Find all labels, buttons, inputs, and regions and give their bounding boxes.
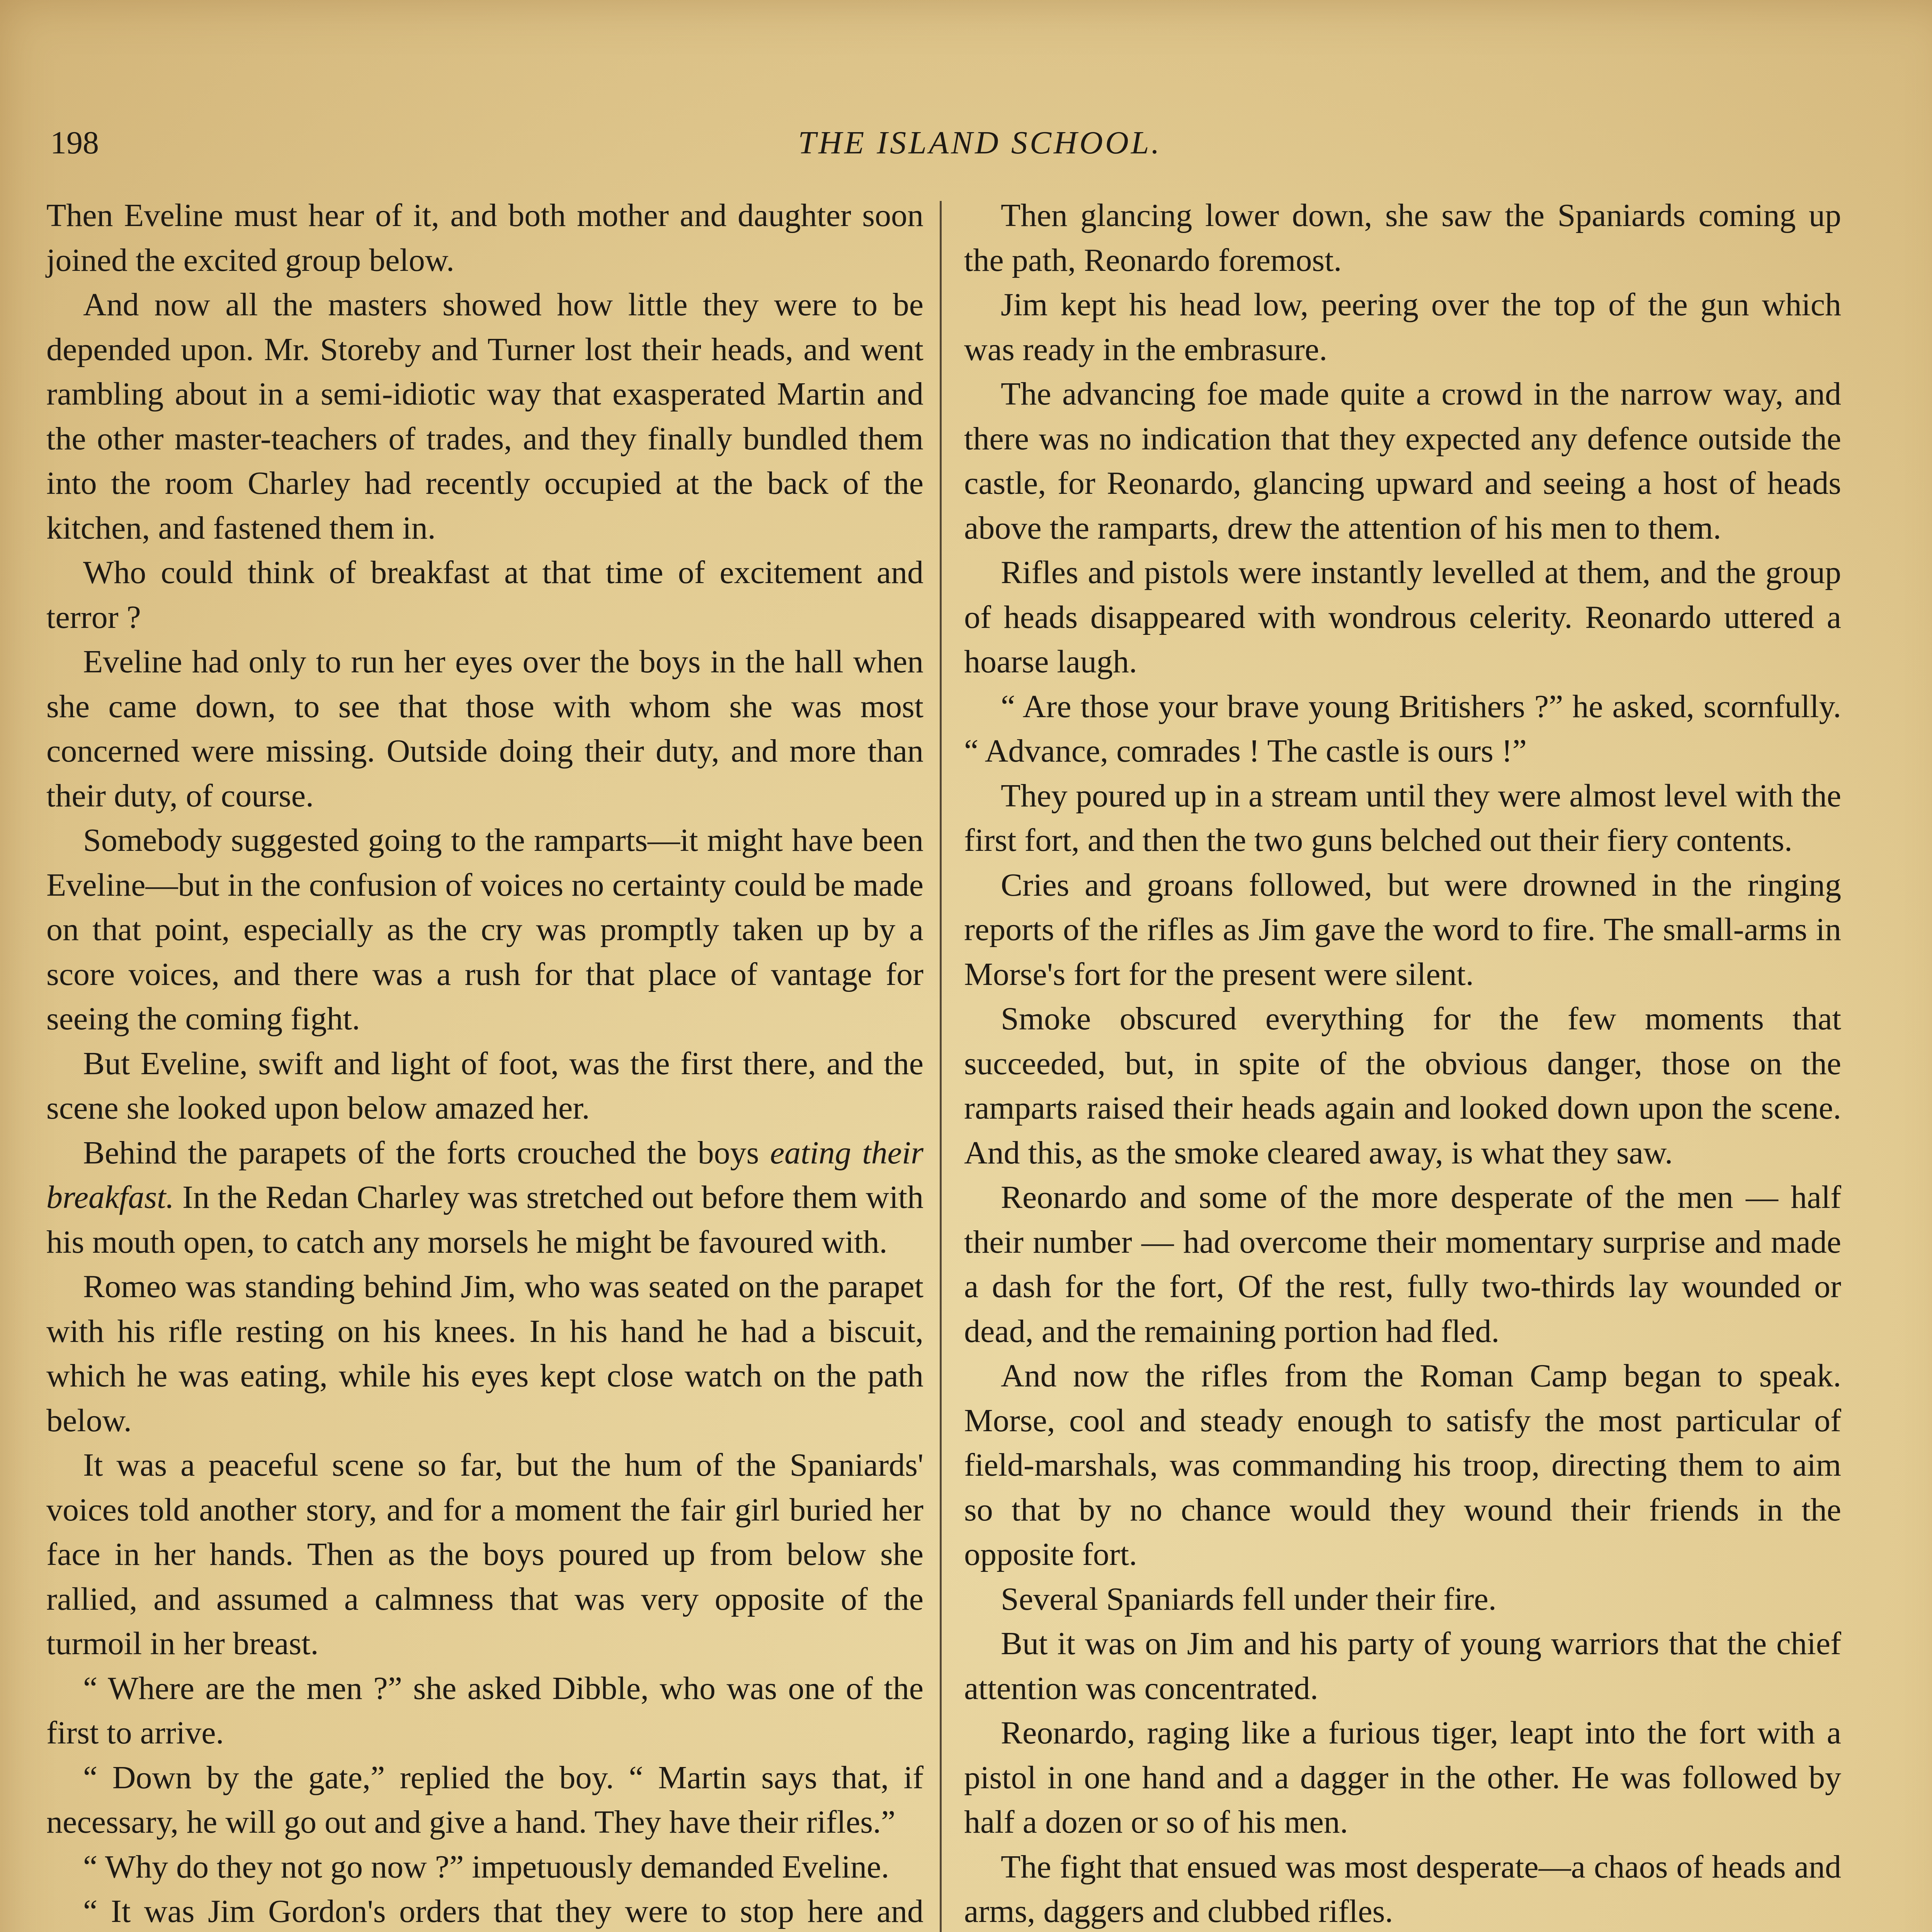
paragraph: Several Spaniards fell under their fire.	[1001, 1581, 1497, 1617]
italic-text: eating their breakfast.	[46, 1134, 923, 1215]
column-divider	[940, 201, 942, 1932]
paragraph: “ Down by the gate,” replied the boy. “ Martin says that, if necessary, he will go out and give a hand. They have their rifles.”	[46, 1759, 923, 1840]
paragraph: Eveline had only to run her eyes over the boys in the hall when she came down, to see that those with whom she was most concerned were missing. Outside doing their duty, and more than their duty, of course.	[46, 644, 923, 814]
text-run: In the Redan Charley was stretched out before them with his mouth open, to catch any morsels he might be favoured with.	[46, 1179, 923, 1260]
paragraph	[46, 1131, 923, 1265]
paragraph: Rifles and pistols were instantly levelled at them, and the group of heads disappeared with wondrous celerity. Reonardo uttered a hoarse laugh.	[964, 554, 1841, 680]
paragraph: But it was on Jim and his party of young warriors that the chief attention was concentrated.	[964, 1626, 1841, 1706]
paragraph: And now all the masters showed how little they were to be depended upon. Mr. Storeby and Turner lost their heads, and went rambling about in a semi-idiotic way that exasperated Martin and the other master-teachers of trades, and they finally bundled them into the room Charley had recently occupied at the back of the kitchen, and fastened them in.	[46, 287, 923, 546]
paragraph: They poured up in a stream until they were almost level with the first fort, and then the two guns belched out their fiery contents.	[964, 777, 1841, 858]
paragraph: The fight that ensued was most desperate—a chaos of heads and arms, daggers and clubbed rifles.	[964, 1849, 1841, 1929]
page-header	[0, 122, 1932, 172]
paragraph: “ Why do they not go now ?” impetuously demanded Eveline.	[83, 1849, 889, 1885]
left-column	[46, 193, 923, 1932]
paragraph: But Eveline, swift and light of foot, was the first there, and the scene she looked upon below amazed her.	[46, 1045, 923, 1126]
running-title: THE ISLAND SCHOOL.	[798, 125, 1162, 161]
paragraph: Reonardo, raging like a furious tiger, leapt into the fort with a pistol in one hand and a dagger in the other. He was followed by half a dozen or so of his men.	[964, 1715, 1841, 1840]
paragraph: Romeo was standing behind Jim, who was seated on the parapet with his rifle resting on his knees. In his hand he had a biscuit, which he was eating, while his eyes kept close watch on the path below.	[46, 1269, 923, 1439]
paragraph: The advancing foe made quite a crowd in the narrow way, and there was no indication that they expected any defence outside the castle, for Reonardo, glancing upward and seeing a host of heads above the ramparts, drew the attention of his men to them.	[964, 376, 1841, 546]
page-number: 198	[50, 125, 99, 161]
text-run: Behind the parapets of the forts crouched the boys	[83, 1134, 770, 1171]
paragraph: Smoke obscured everything for the few moments that succeeded, but, in spite of the obvious danger, those on the ramparts raised their heads again and looked down upon the scene. And this, as the smoke cleared away, is what they saw.	[964, 1001, 1841, 1171]
paragraph: “ Where are the men ?” she asked Dibble, who was one of the first to arrive.	[46, 1670, 923, 1751]
paragraph: “ Are those your brave young Britishers ?” he asked, scornfully. “ Advance, comrades ! The castle is ours !”	[964, 688, 1841, 769]
right-column	[964, 193, 1841, 1932]
paragraph: And now the rifles from the Roman Camp began to speak. Morse, cool and steady enough to satisfy the most particular of field-marshals, was commanding his troop, directing them to aim so that by no chance would they wound their friends in the opposite fort.	[964, 1358, 1841, 1572]
paragraph: It was a peaceful scene so far, but the hum of the Spaniards' voices told another story, and for a moment the fair girl buried her face in her hands. Then as the boys poured up from below she rallied, and assumed a calmness that was very opposite of the turmoil in her breast.	[46, 1447, 923, 1662]
paragraph: “ It was Jim Gordon's orders that they were to stop here and	[83, 1893, 923, 1929]
paragraph: Then Eveline must hear of it, and both mother and daughter soon joined the excited group below.	[46, 197, 923, 278]
paragraph: Cries and groans followed, but were drowned in the ringing reports of the rifles as Jim gave the word to fire. The small-arms in Morse's fort for the present were silent.	[964, 867, 1841, 992]
paragraph: Who could think of breakfast at that time of excitement and terror ?	[46, 554, 923, 635]
paragraph: Somebody suggested going to the ramparts—it might have been Eveline—but in the confusion of voices no certainty could be made on that point, especially as the cry was promptly taken up by a score voices, and there was a rush for that place of vantage for seeing the coming fight.	[46, 822, 923, 1037]
paragraph: Jim kept his head low, peering over the top of the gun which was ready in the embrasure.	[964, 287, 1841, 367]
paragraph: Then glancing lower down, she saw the Spaniards coming up the path, Reonardo foremost.	[964, 197, 1841, 278]
paragraph: Reonardo and some of the more desperate of the men — half their number — had overcome their momentary surprise and made a dash for the fort, Of the rest, fully two-thirds lay wounded or dead, and the remaining portion had fled.	[964, 1179, 1841, 1349]
